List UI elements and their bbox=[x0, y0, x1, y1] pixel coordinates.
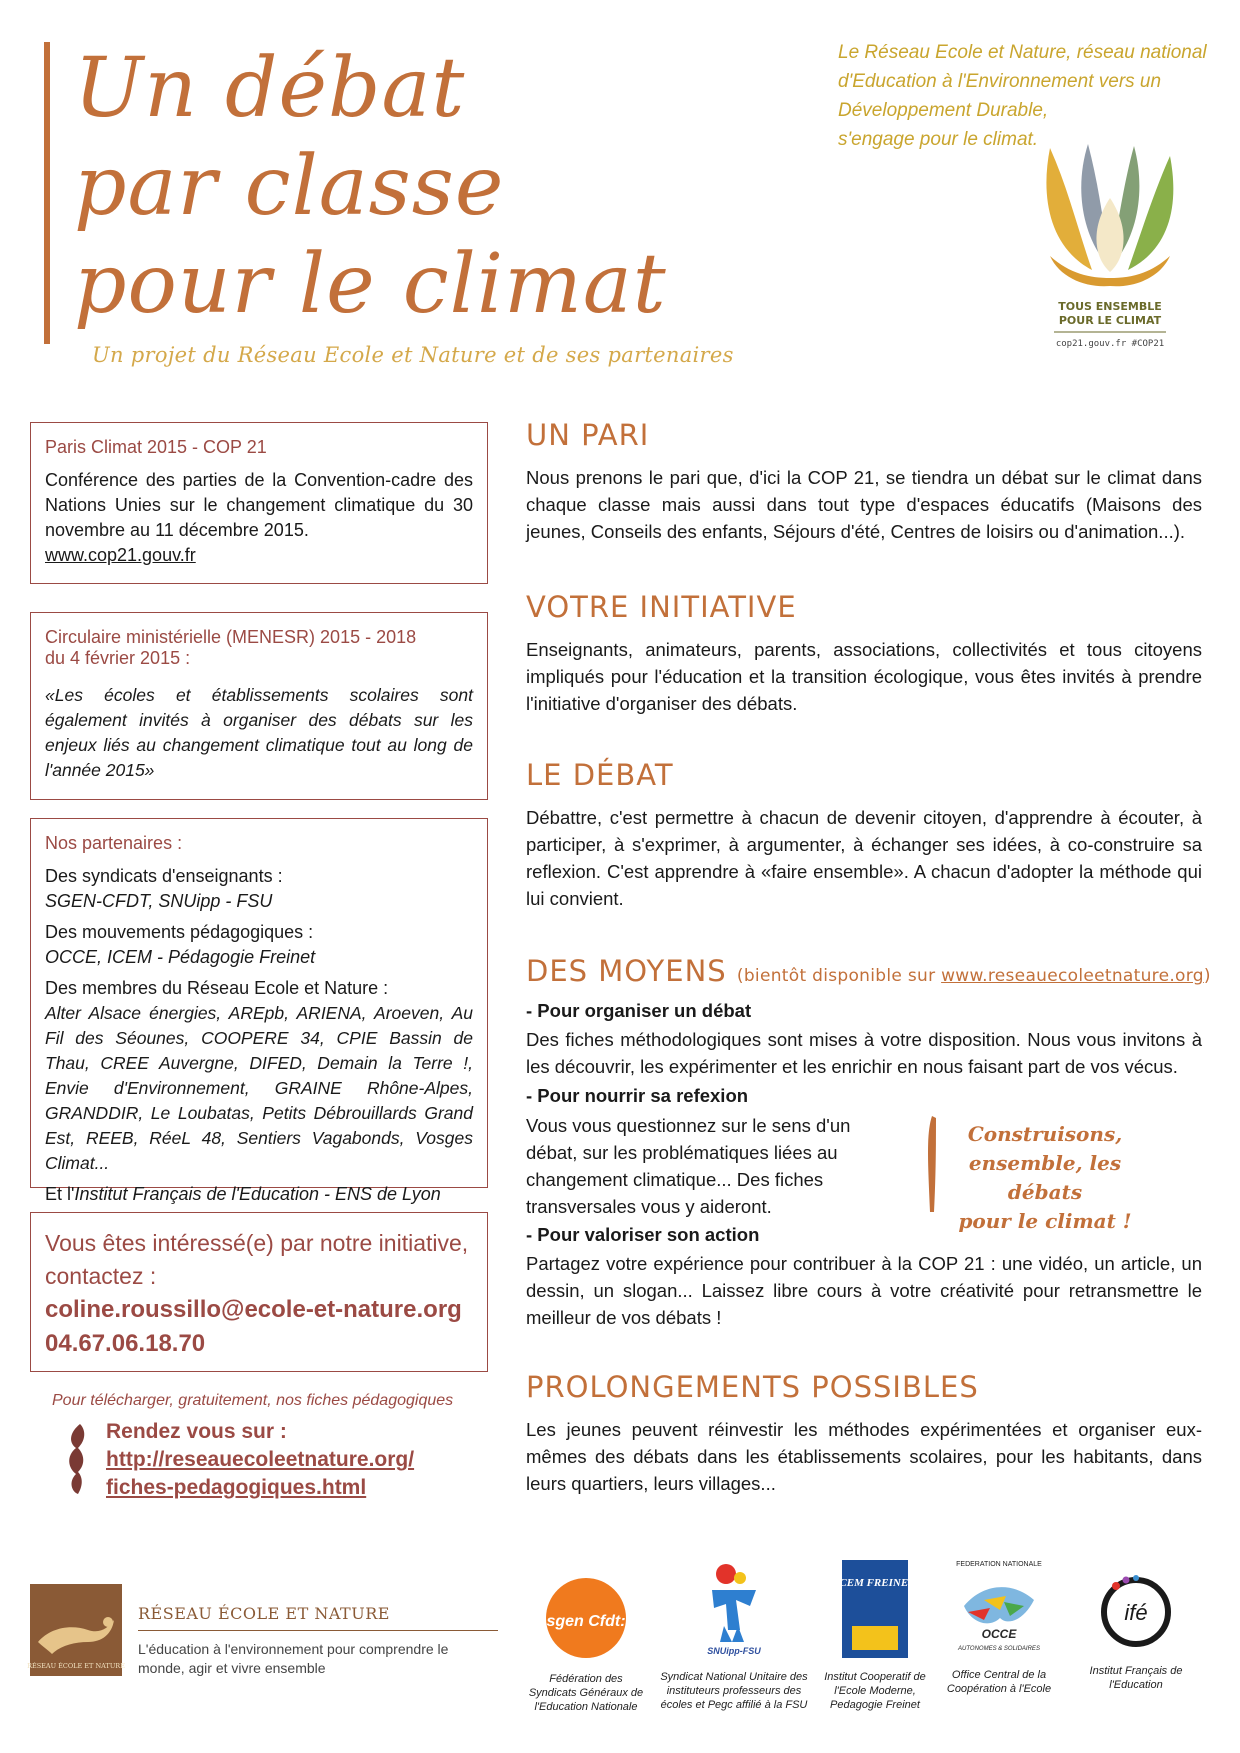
section-text-pari: Nous prenons le pari que, d'ici la COP 21, se tiendra un débat sur le climat dans chaque classe mais aussi dans tout type d'espaces éducatifs (Maisons des jeunes, Conseils des enfants, Séjours d'été, Centres de loisirs ou d'animation...). bbox=[526, 467, 1202, 542]
snuipp-fsu-logo bbox=[692, 1560, 776, 1658]
contact-phone[interactable]: 04.67.06.18.70 bbox=[45, 1330, 206, 1357]
pull-quote-line3: pour le climat ! bbox=[958, 1209, 1132, 1233]
paris-climat-title: Paris Climat 2015 - COP 21 bbox=[45, 437, 267, 457]
section-text-debat: Débattre, c'est permettre à chacun de devenir citoyen, d'apprendre à écouter, à participer, à s'exprimer, à argumenter, à échanger ses idées, à co-construire sa reflexion. C'est apprendre à «faire ensemble». A chacun d'adopter la méthode qui lui convient. bbox=[526, 807, 1202, 909]
section-heading-initiative: VOTRE INITIATIVE bbox=[526, 590, 797, 624]
membres-label: Des membres du Réseau Ecole et Nature : bbox=[45, 978, 389, 998]
syndicats-label: Des syndicats d'enseignants : bbox=[45, 866, 283, 886]
download-url-line2[interactable]: fiches-pedagogiques.html bbox=[106, 1476, 367, 1499]
occe-header: FEDERATION NATIONALE bbox=[956, 1561, 1042, 1568]
section-heading-moyens bbox=[526, 954, 1211, 988]
title-line-1: Un débat bbox=[74, 41, 466, 136]
occe-logo-text: OCCE bbox=[981, 1627, 1017, 1641]
syndicats-list: SGEN-CFDT, SNUipp - FSU bbox=[45, 891, 273, 911]
circulaire-title bbox=[45, 627, 473, 669]
snuipp-logo-text: SNUipp-FSU bbox=[707, 1646, 761, 1656]
cop21-leaf-logo bbox=[1030, 138, 1190, 358]
section-heading-prolongements: PROLONGEMENTS POSSIBLES bbox=[526, 1370, 979, 1404]
contact-box bbox=[30, 1212, 488, 1372]
ife-logo-text: ifé bbox=[1124, 1600, 1148, 1625]
network-statement bbox=[838, 38, 1218, 154]
partners-box bbox=[30, 818, 488, 1204]
ren-name: RÉSEAU ÉCOLE ET NATURE bbox=[138, 1604, 390, 1623]
moyens-sub-organiser: - Pour organiser un débat bbox=[526, 1000, 752, 1021]
reseau-ecole-nature-logo bbox=[27, 1584, 125, 1676]
reseau-website-link[interactable]: www.reseauecoleetnature.org bbox=[941, 966, 1204, 986]
ife-partner-line bbox=[45, 1182, 473, 1207]
section-text-initiative: Enseignants, animateurs, parents, associations, collectivités et tous citoyens impliqués pour l'éducation et la transition écologique, vous êtes invités à prendre l'initiative d'organiser des débats. bbox=[526, 639, 1202, 714]
ren-tagline: L'éducation à l'environnement pour comprendre le monde, agir et vivre ensemble bbox=[138, 1641, 449, 1676]
title-line-3: pour le climat bbox=[74, 237, 667, 332]
statement-line-3: Développement Durable, bbox=[838, 100, 1049, 121]
page-title bbox=[74, 40, 794, 334]
membres-list: Alter Alsace énergies, AREpb, ARIENA, Aroeven, Au Fil des Séounes, COOPERE 34, CPIE Bassin de Thau, CREE Auvergne, DIFED, Demain la Terre !, Envie d'Environnement, GRAINE Rhône-Alpes, GRANDDIR, Le Loubatas, Petits Débrouillards Grand Est, REEB, RéeL 48, Sentiers Vagabonds, Vosges Climat... bbox=[45, 1003, 473, 1173]
moyens-sub-nourrir: - Pour nourrir sa refexion bbox=[526, 1085, 749, 1106]
icem-logo-text: ICEM FREINET bbox=[835, 1577, 915, 1589]
cop21-link[interactable]: www.cop21.gouv.fr bbox=[45, 545, 196, 565]
circulaire-quote: «Les écoles et établissements scolaires sont également invités à organiser des débats sur les enjeux liés au changement climatique tout au long de l'année 2015» bbox=[45, 685, 473, 780]
partners-title: Nos partenaires : bbox=[45, 833, 183, 853]
ren-logo-caption: RÉSEAU ÉCOLE ET NATURE bbox=[27, 1662, 125, 1670]
snuipp-caption: Syndicat National Unitaire des instituteurs professeurs des écoles et Pegc affilié à la FSU bbox=[660, 1671, 808, 1711]
cop-logo-line2: POUR LE CLIMAT bbox=[1058, 314, 1162, 327]
section-text-prolongements: Les jeunes peuvent réinvestir les méthodes expérimentées et organiser eux-mêmes des débats dans les établissements scolaires, pour les habitants, dans leurs quartiers, leurs villages... bbox=[526, 1419, 1202, 1494]
partner-snuipp bbox=[652, 1560, 816, 1712]
moyens-text-valoriser: Partagez votre expérience pour contribuer à la COP 21 : une vidéo, un article, un dessin, un slogan... Laissez libre cours à votre créativité pour retransmettre le meilleur de vos débats ! bbox=[526, 1253, 1202, 1328]
statement-line-2: d'Education à l'Environnement vers un bbox=[838, 71, 1162, 92]
pull-quote bbox=[940, 1120, 1150, 1236]
ife-logo bbox=[1096, 1572, 1176, 1652]
partner-icem bbox=[820, 1560, 930, 1712]
occe-logo-sub: AUTONOMES & SOLIDAIRES bbox=[958, 1646, 1040, 1652]
download-block bbox=[106, 1418, 414, 1502]
quote-brush-icon bbox=[922, 1114, 940, 1214]
mouvements-label: Des mouvements pédagogiques : bbox=[45, 922, 314, 942]
ife-prefix: Et l' bbox=[45, 1184, 75, 1204]
paris-climat-box bbox=[30, 422, 488, 584]
download-intro: Pour télécharger, gratuitement, nos fiches pédagogiques bbox=[52, 1392, 454, 1409]
section-heading-pari: UN PARI bbox=[526, 418, 650, 452]
section-heading-debat: LE DÉBAT bbox=[526, 758, 674, 792]
brush-stroke-icon bbox=[62, 1422, 92, 1496]
ife-name: Institut Français de l'Education - ENS de Lyon bbox=[74, 1184, 441, 1204]
circulaire-title-line2: du 4 février 2015 : bbox=[45, 648, 191, 668]
statement-line-4: s'engage pour le climat. bbox=[838, 129, 1039, 150]
mouvements-list: OCCE, ICEM - Pédagogie Freinet bbox=[45, 947, 316, 967]
ife-caption: Institut Français de l'Education bbox=[1089, 1665, 1183, 1691]
pull-quote-line2: ensemble, les débats bbox=[968, 1151, 1122, 1204]
partner-occe bbox=[944, 1558, 1054, 1696]
partner-ife bbox=[1068, 1572, 1204, 1692]
contact-email[interactable]: coline.roussillo@ecole-et-nature.org bbox=[45, 1296, 462, 1323]
icem-caption: Institut Cooperatif de l'Ecole Moderne, Pedagogie Freinet bbox=[824, 1671, 926, 1711]
circulaire-box bbox=[30, 612, 488, 800]
moyens-sub-valoriser: - Pour valoriser son action bbox=[526, 1224, 760, 1245]
statement-line-1: Le Réseau Ecole et Nature, réseau national bbox=[838, 42, 1207, 63]
moyens-note-prefix: (bientôt disponible sur bbox=[736, 966, 942, 986]
cop-logo-line1: TOUS ENSEMBLE bbox=[1058, 300, 1162, 313]
paris-climat-text: Conférence des parties de la Convention-cadre des Nations Unies sur le changement climatique du 30 novembre au 11 décembre 2015. bbox=[45, 470, 473, 540]
occe-logo bbox=[954, 1576, 1044, 1656]
occe-caption: Office Central de la Coopération à l'Ecole bbox=[946, 1669, 1052, 1695]
sgen-logo-text: sgen Cfdt: bbox=[546, 1613, 626, 1630]
icem-freinet-logo bbox=[835, 1560, 915, 1658]
download-url-line1[interactable]: http://reseauecoleetnature.org/ bbox=[106, 1448, 415, 1471]
moyens-heading-text: DES MOYENS bbox=[526, 954, 727, 988]
ren-divider bbox=[138, 1630, 498, 1631]
download-cta: Rendez vous sur : bbox=[106, 1420, 287, 1443]
moyens-text-nourrir: Vous vous questionnez sur le sens d'un débat, sur les problématiques liées au changement climatique... Des fiches transversales vous y aideront. bbox=[526, 1115, 851, 1217]
contact-lead: Vous êtes intéressé(e) par notre initiative, contactez : bbox=[45, 1230, 469, 1289]
title-accent-bar bbox=[44, 42, 50, 344]
sgen-cfdt-logo bbox=[544, 1576, 628, 1660]
sgen-caption: Fédération des Syndicats Généraux de l'Education Nationale bbox=[528, 1673, 644, 1713]
moyens-note bbox=[737, 966, 1211, 986]
partner-sgen-cfdt bbox=[524, 1576, 648, 1714]
moyens-text-organiser: Des fiches méthodologiques sont mises à votre disposition. Nous vous invitons à les découvrir, les expérimenter et les enrichir en nous faisant part de vos vécus. bbox=[526, 1029, 1202, 1077]
circulaire-title-line1: Circulaire ministérielle (MENESR) 2015 - 2018 bbox=[45, 627, 417, 647]
pull-quote-line1: Construisons, bbox=[967, 1122, 1123, 1146]
title-line-2: par classe bbox=[74, 139, 505, 234]
cop-logo-line3: cop21.gouv.fr #COP21 bbox=[1055, 339, 1165, 349]
page-subtitle: Un projet du Réseau Ecole et Nature et de ses partenaires bbox=[92, 343, 734, 367]
moyens-note-suffix: ) bbox=[1203, 966, 1211, 986]
